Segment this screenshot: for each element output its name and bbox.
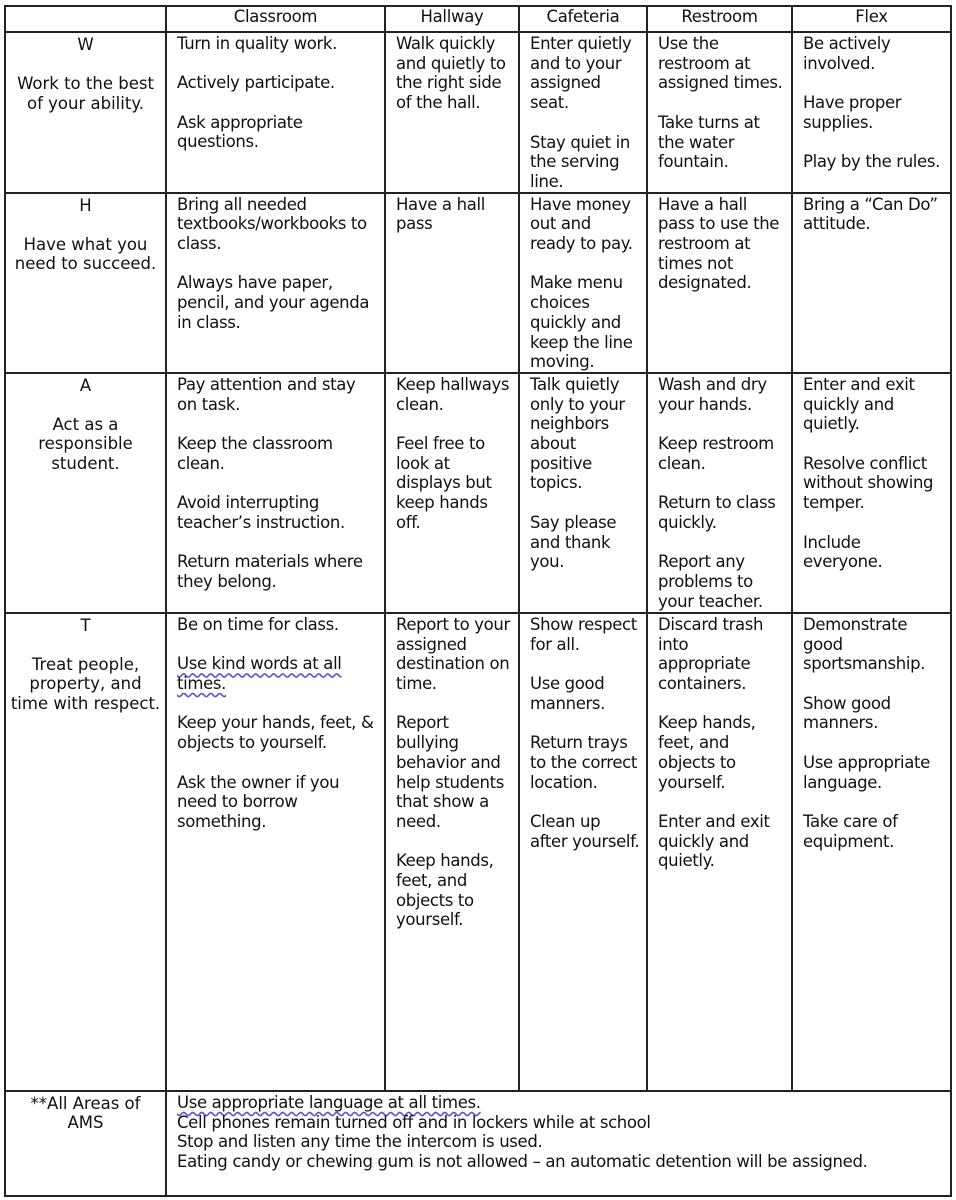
rule: Demonstrate good sportsmanship. (803, 614, 926, 674)
cell-t-classroom (166, 613, 385, 1091)
row-a (5, 373, 951, 613)
cell-w-restroom (647, 32, 792, 193)
all-areas-label: **All Areas of AMS (5, 1091, 166, 1196)
rule: Take care of equipment. (803, 811, 898, 851)
rule: Return trays to the correct location. (530, 733, 638, 792)
expectations-matrix (4, 5, 952, 1197)
rule: Show respect for all. (530, 614, 637, 654)
column-header-cafeteria: Cafeteria (519, 6, 647, 32)
rule: Keep hands, feet, and objects to yourself. (396, 851, 494, 930)
rule: Feel free to look at displays but keep hands off. (396, 434, 492, 532)
rule: Use appropriate language. (803, 752, 930, 792)
cell-a-cafeteria (519, 373, 647, 613)
rule: Show good manners. (803, 693, 891, 733)
spellcheck-flagged-text: Use appropriate language at all times. (177, 1092, 481, 1112)
cell-w-flex (792, 32, 951, 193)
rule: Always have paper, pencil, and your agenda in class. (177, 273, 370, 332)
rule: Turn in quality work. (177, 34, 338, 53)
cell-t-cafeteria (519, 613, 647, 1091)
column-header-restroom: Restroom (647, 6, 792, 32)
all-areas-rule: Cell phones remain turned off and in lockers while at school (177, 1112, 651, 1132)
rule: Have a hall pass (396, 194, 485, 234)
rule: Pay attention and stay on task. (177, 374, 356, 414)
all-areas-rules (166, 1091, 951, 1196)
rule: Be on time for class. (177, 614, 339, 634)
cell-a-restroom (647, 373, 792, 613)
rule (177, 654, 378, 693)
cell-h-cafeteria (519, 193, 647, 373)
rule: Keep restroom clean. (658, 434, 774, 473)
column-header-flex: Flex (792, 6, 951, 32)
rule: Walk quickly and quietly to the right side of the hall. (396, 34, 506, 113)
header-row (5, 6, 951, 32)
rule: Be actively involved. (803, 34, 891, 73)
row-all-areas (5, 1091, 951, 1196)
cell-w-classroom (166, 32, 385, 193)
rule: Keep the classroom clean. (177, 434, 333, 473)
rule: Bring all needed textbooks/workbooks to class. (177, 194, 367, 254)
all-areas-rule: Eating candy or chewing gum is not allowed – an automatic detention will be assigned. (177, 1152, 868, 1172)
rule: Keep hallways clean. (396, 374, 510, 414)
rule: Take turns at the water fountain. (658, 112, 760, 172)
row-w (5, 32, 951, 193)
row-letter: T (80, 615, 91, 635)
rule: Keep your hands, feet, & objects to yourself. (177, 713, 374, 753)
rule: Ask the owner if you need to borrow something. (177, 772, 340, 831)
corner-cell (5, 6, 166, 32)
column-header-hallway: Hallway (385, 6, 519, 32)
row-header-h (5, 193, 166, 373)
rule: Return to class quickly. (658, 493, 776, 532)
cell-t-restroom (647, 613, 792, 1091)
rule: Avoid interrupting teacher’s instruction. (177, 493, 345, 532)
cell-a-hallway (385, 373, 519, 613)
rule: Discard trash into appropriate containers. (658, 614, 764, 694)
rule: Resolve conflict without showing temper. (803, 453, 934, 513)
row-header-w (5, 32, 166, 193)
cell-w-cafeteria (519, 32, 647, 193)
all-areas-rule (177, 1093, 944, 1113)
cell-w-hallway (385, 32, 519, 193)
rule: Enter quietly and to your assigned seat. (530, 34, 632, 113)
rule: Actively participate. (177, 73, 335, 93)
cell-t-hallway (385, 613, 519, 1091)
cell-h-classroom (166, 193, 385, 373)
rule: Use the restroom at assigned times. (658, 34, 783, 93)
cell-h-restroom (647, 193, 792, 373)
rule: Report to your assigned destination on time. (396, 614, 510, 694)
cell-a-classroom (166, 373, 385, 613)
rule: Report bullying behavior and help students that show a need. (396, 713, 505, 831)
row-label: Work to the best of your ability. (17, 74, 154, 113)
cell-a-flex (792, 373, 951, 613)
cell-h-flex (792, 193, 951, 373)
row-t (5, 613, 951, 1091)
rule: Use good manners. (530, 674, 606, 713)
all-areas-rule: Stop and listen any time the intercom is used. (177, 1132, 543, 1152)
rule: Keep hands, feet, and objects to yourself. (658, 713, 756, 792)
rule: Have proper supplies. (803, 93, 902, 132)
cell-t-flex (792, 613, 951, 1091)
rule: Bring a “Can Do” attitude. (803, 194, 938, 234)
column-header-classroom: Classroom (166, 6, 385, 32)
rule: Report any problems to your teacher. (658, 552, 763, 611)
rule: Say please and thank you. (530, 512, 617, 572)
spellcheck-flagged-text: Use kind words at all times. (177, 654, 342, 694)
rule: Return materials where they belong. (177, 552, 363, 591)
row-letter: A (79, 375, 92, 395)
row-header-a (5, 373, 166, 613)
rule: Play by the rules. (803, 152, 940, 172)
rule: Ask appropriate questions. (177, 112, 303, 152)
row-label: Treat people, property, and time with respect. (10, 654, 161, 713)
row-letter: H (79, 195, 92, 215)
rule: Enter and exit quickly and quietly. (658, 811, 770, 871)
rule: Have money out and ready to pay. (530, 194, 633, 254)
rule: Make menu choices quickly and keep the line moving. (530, 273, 633, 372)
row-h (5, 193, 951, 373)
rule: Include everyone. (803, 532, 883, 572)
rule: Have a hall pass to use the restroom at times not designated. (658, 194, 780, 293)
rule: Wash and dry your hands. (658, 374, 767, 414)
cell-h-hallway (385, 193, 519, 373)
row-header-t (5, 613, 166, 1091)
row-label: Have what you need to succeed. (14, 234, 157, 274)
rule: Talk quietly only to your neighbors about positive topics. (530, 374, 625, 493)
rule: Stay quiet in the serving line. (530, 132, 630, 191)
rule: Clean up after yourself. (530, 811, 640, 851)
rule: Enter and exit quickly and quietly. (803, 374, 915, 434)
row-label: Act as a responsible student. (38, 414, 133, 473)
row-letter: W (77, 35, 94, 54)
